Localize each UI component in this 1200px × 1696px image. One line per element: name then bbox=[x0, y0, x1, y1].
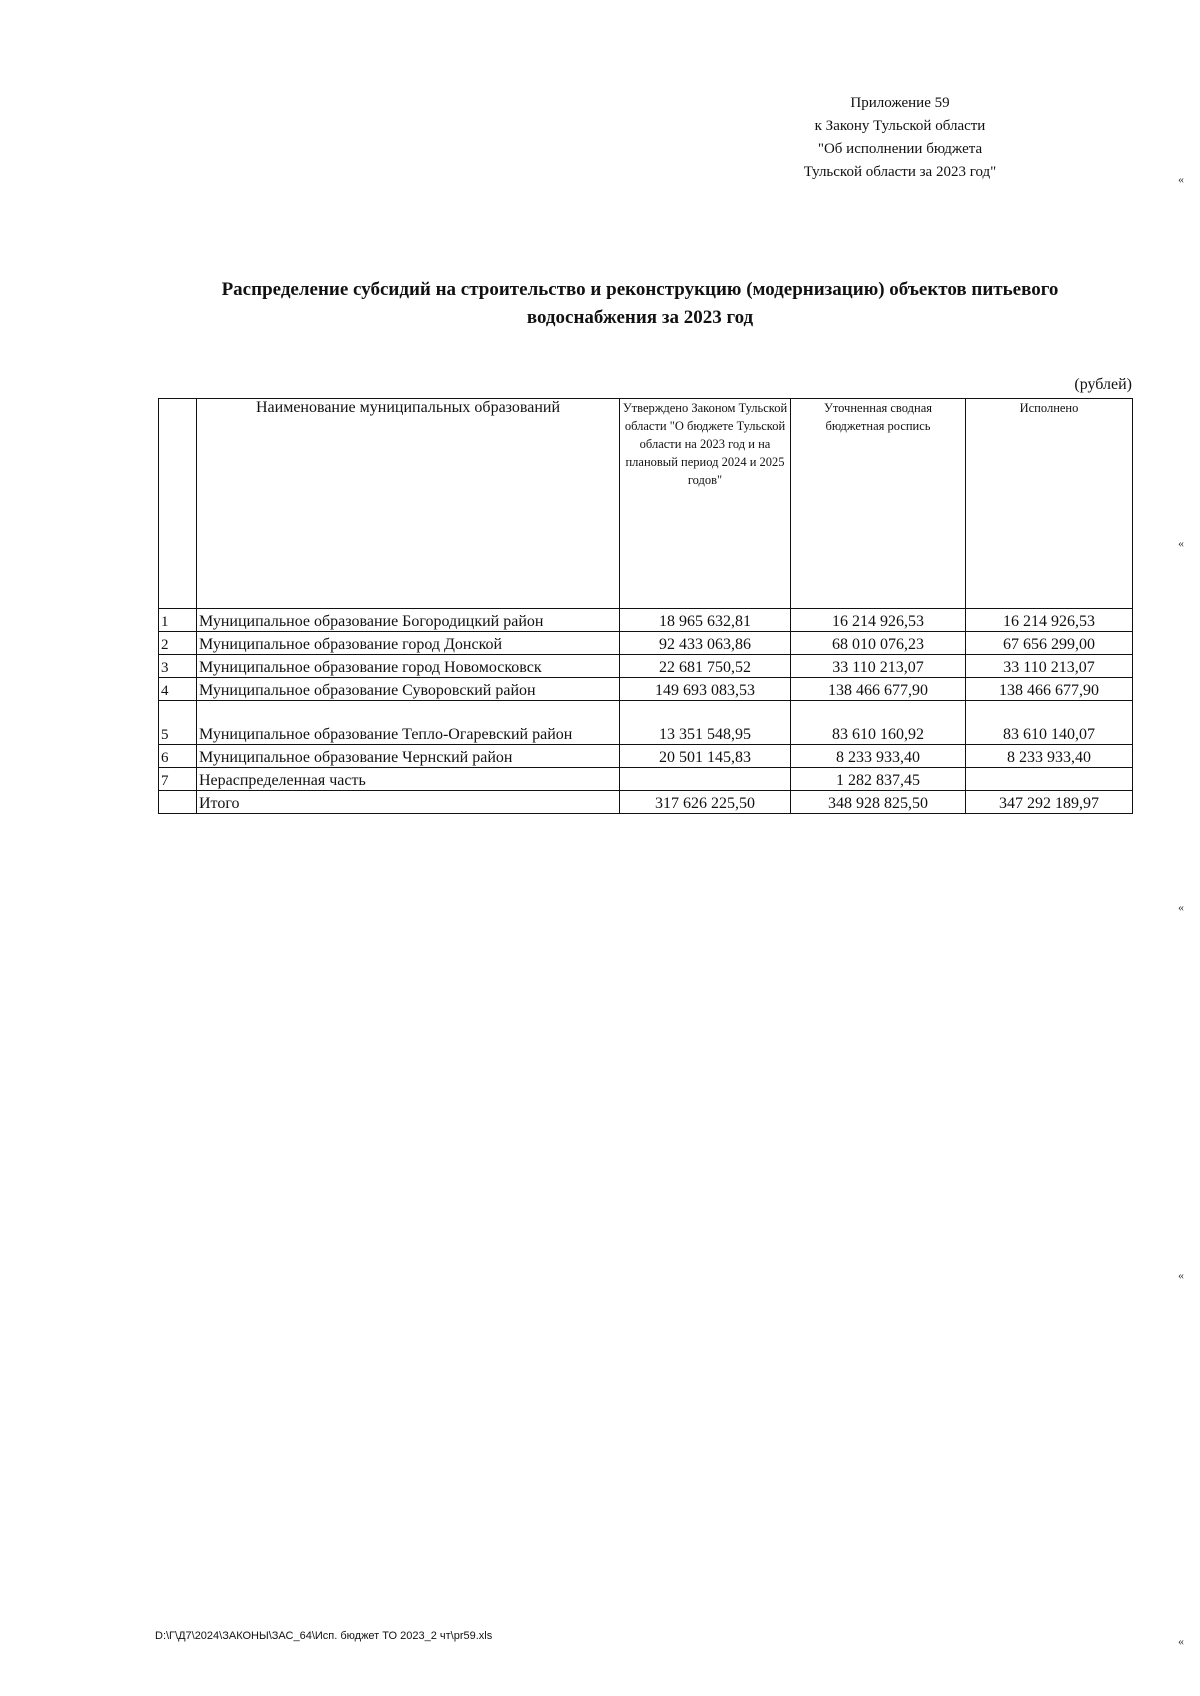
annex-line: к Закону Тульской области bbox=[814, 118, 986, 134]
annex-line: Тульской области за 2023 год" bbox=[803, 164, 997, 180]
total-refined: 348 928 825,50 bbox=[791, 791, 966, 814]
row-index: 2 bbox=[159, 632, 197, 655]
table-row bbox=[159, 632, 1133, 655]
file-path-footer: D:\Г\Д7\2024\ЗАКОНЫ\ЗАС_64\Исп. бюджет ТО 2023_2 чт\pr59.xls bbox=[155, 1630, 493, 1642]
row-approved: 22 681 750,52 bbox=[620, 655, 791, 678]
table-body bbox=[159, 609, 1133, 814]
header-refined: Уточненная сводная бюджетная роспись bbox=[791, 399, 966, 609]
row-refined: 1 282 837,45 bbox=[791, 768, 966, 791]
annex-block bbox=[700, 92, 1100, 184]
row-name: Муниципальное образование Чернский район bbox=[197, 745, 620, 768]
row-approved: 13 351 548,95 bbox=[620, 701, 791, 745]
title-line: Распределение субсидий на строительство и реконструкцию (модернизацию) объектов питьевого bbox=[221, 279, 1059, 300]
row-index: 4 bbox=[159, 678, 197, 701]
row-refined: 16 214 926,53 bbox=[791, 609, 966, 632]
table-row bbox=[159, 655, 1133, 678]
scan-mark: « bbox=[1178, 172, 1184, 186]
row-refined: 8 233 933,40 bbox=[791, 745, 966, 768]
row-name: Муниципальное образование Суворовский район bbox=[197, 678, 620, 701]
table-row bbox=[159, 701, 1133, 745]
row-executed: 67 656 299,00 bbox=[966, 632, 1133, 655]
row-name: Муниципальное образование Тепло-Огаревский район bbox=[197, 701, 620, 745]
annex-line: "Об исполнении бюджета bbox=[817, 141, 983, 157]
total-label: Итого bbox=[197, 791, 620, 814]
row-executed: 16 214 926,53 bbox=[966, 609, 1133, 632]
row-approved: 20 501 145,83 bbox=[620, 745, 791, 768]
table-row bbox=[159, 745, 1133, 768]
row-index: 6 bbox=[159, 745, 197, 768]
document-title bbox=[150, 276, 1130, 332]
row-approved bbox=[620, 768, 791, 791]
row-index: 3 bbox=[159, 655, 197, 678]
table-row bbox=[159, 609, 1133, 632]
header-name: Наименование муниципальных образований bbox=[197, 399, 620, 609]
total-approved: 317 626 225,50 bbox=[620, 791, 791, 814]
row-name: Муниципальное образование Богородицкий район bbox=[197, 609, 620, 632]
header-executed: Исполнено bbox=[966, 399, 1133, 609]
scan-mark: « bbox=[1178, 1634, 1184, 1648]
row-executed bbox=[966, 768, 1133, 791]
row-refined: 68 010 076,23 bbox=[791, 632, 966, 655]
scan-mark: « bbox=[1178, 1268, 1184, 1282]
table-total-row bbox=[159, 791, 1133, 814]
units-label: (рублей) bbox=[1074, 376, 1132, 393]
table-row bbox=[159, 768, 1133, 791]
table-row bbox=[159, 678, 1133, 701]
row-refined: 33 110 213,07 bbox=[791, 655, 966, 678]
header-approved: Утверждено Законом Тульской области "О бюджете Тульской области на 2023 год и на плановый период 2024 и 2025 годов" bbox=[620, 399, 791, 609]
row-refined: 138 466 677,90 bbox=[791, 678, 966, 701]
row-approved: 92 433 063,86 bbox=[620, 632, 791, 655]
annex-line: Приложение 59 bbox=[850, 95, 950, 111]
row-index: 7 bbox=[159, 768, 197, 791]
title-line: водоснабжения за 2023 год bbox=[526, 307, 754, 328]
row-executed: 8 233 933,40 bbox=[966, 745, 1133, 768]
row-index: 5 bbox=[159, 701, 197, 745]
row-index: 1 bbox=[159, 609, 197, 632]
total-executed: 347 292 189,97 bbox=[966, 791, 1133, 814]
row-executed: 33 110 213,07 bbox=[966, 655, 1133, 678]
subsidy-table bbox=[158, 398, 1133, 814]
row-executed: 138 466 677,90 bbox=[966, 678, 1133, 701]
table-header-row bbox=[159, 399, 1133, 609]
row-executed: 83 610 140,07 bbox=[966, 701, 1133, 745]
row-approved: 18 965 632,81 bbox=[620, 609, 791, 632]
row-refined: 83 610 160,92 bbox=[791, 701, 966, 745]
scan-mark: « bbox=[1178, 536, 1184, 550]
row-name: Нераспределенная часть bbox=[197, 768, 620, 791]
scan-mark: « bbox=[1178, 900, 1184, 914]
total-index bbox=[159, 791, 197, 814]
header-index bbox=[159, 399, 197, 609]
row-name: Муниципальное образование город Донской bbox=[197, 632, 620, 655]
row-approved: 149 693 083,53 bbox=[620, 678, 791, 701]
row-name: Муниципальное образование город Новомосковск bbox=[197, 655, 620, 678]
